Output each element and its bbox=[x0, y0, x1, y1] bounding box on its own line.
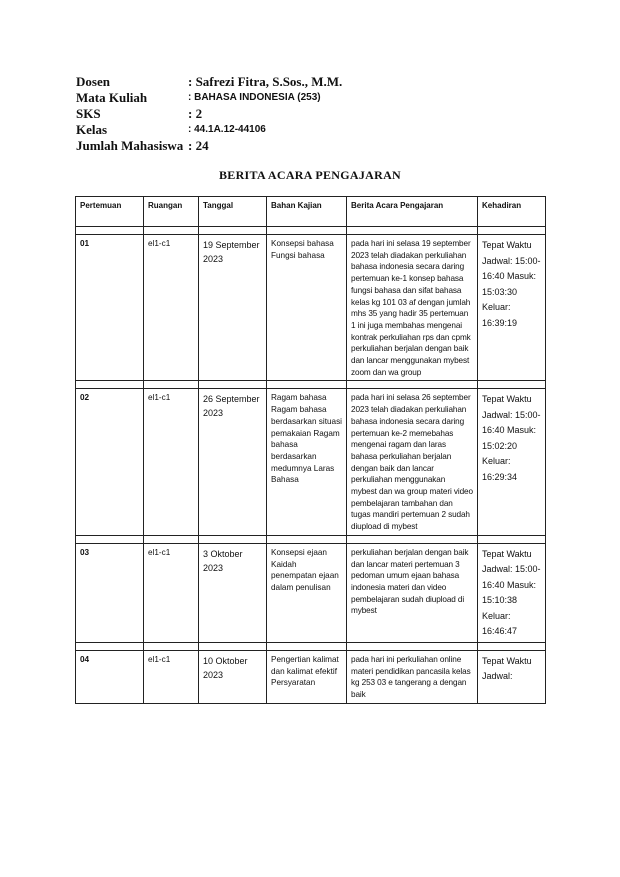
cell-ruangan: el1-c1 bbox=[144, 543, 199, 642]
cell-kehadiran: Tepat Waktu Jadwal: 15:00-16:40 Masuk: 15:03:30 Keluar: 16:39:19 bbox=[478, 235, 546, 381]
cell-bahan-kajian: Pengertian kalimat dan kalimat efektif Persyaratan bbox=[267, 650, 347, 703]
column-header-kehadiran: Kehadiran bbox=[478, 197, 546, 227]
cell-ruangan: el1-c1 bbox=[144, 650, 199, 703]
cell-berita-acara: pada hari ini selasa 19 september 2023 telah diadakan perkuliahan bahasa indonesia secara daring pertemuan ke-1 konsep bahasa fungsi bahasa dan sifat bahasa kelas kg 101 03 af dengan jumlah mhs 35 yang hadir 35 pertemuan 1 ini juga membahas mengenai kontrak perkuliahan rps dan cpmk perkuliahan berjalan dengan baik dan lancar menggunakan mybest zoom dan wa group bbox=[347, 235, 478, 381]
table-row bbox=[76, 543, 546, 642]
cell-berita-acara: perkuliahan berjalan dengan baik dan lancar materi pertemuan 3 pedoman umum ejaan bahasa indonesia materi dan video pembelajaran sudah diupload di mybest bbox=[347, 543, 478, 642]
info-label: Mata Kuliah bbox=[76, 90, 148, 105]
info-row-jumlah-mahasiswa bbox=[76, 138, 342, 154]
cell-ruangan: el1-c1 bbox=[144, 235, 199, 381]
cell-berita-acara: pada hari ini selasa 26 september 2023 telah diadakan perkuliahan bahasa indonesia secara daring pertemuan ke-2 memebahas mengenai ragam dan laras bahasa perkuliahan berjalan dengan baik dan lancar perkuliahan menggunakan mybest dan wa group materi video pembelajaran tambahan dan tugas mandiri pertemuan 2 sudah diupload di mybest bbox=[347, 389, 478, 535]
row-spacer bbox=[76, 535, 546, 543]
cell-kehadiran: Tepat Waktu Jadwal: bbox=[478, 650, 546, 703]
header-spacer bbox=[76, 227, 546, 235]
column-header-pertemuan: Pertemuan bbox=[76, 197, 144, 227]
cell-bahan-kajian: Ragam bahasa Ragam bahasa berdasarkan situasi pemakaian Ragam bahasa berdasarkan medumnya Laras Bahasa bbox=[267, 389, 347, 535]
cell-tanggal: 26 September 2023 bbox=[199, 389, 267, 535]
cell-bahan-kajian: Konsepsi ejaan Kaidah penempatan ejaan dalam penulisan bbox=[267, 543, 347, 642]
cell-pertemuan: 03 bbox=[76, 543, 144, 642]
cell-berita-acara: pada hari ini perkuliahan online materi pendidikan pancasila kelas kg 253 03 e tangerang a dengan baik bbox=[347, 650, 478, 703]
info-label: Jumlah Mahasiswa bbox=[76, 138, 184, 153]
cell-tanggal: 10 Oktober 2023 bbox=[199, 650, 267, 703]
info-label: SKS bbox=[76, 106, 101, 121]
cell-kehadiran: Tepat Waktu Jadwal: 15:00-16:40 Masuk: 15:02:20 Keluar: 16:29:34 bbox=[478, 389, 546, 535]
cell-pertemuan: 02 bbox=[76, 389, 144, 535]
table-row bbox=[76, 650, 546, 703]
cell-ruangan: el1-c1 bbox=[144, 389, 199, 535]
info-value: : 44.1A.12-44106 bbox=[188, 124, 266, 135]
info-value: : 24 bbox=[188, 138, 209, 153]
row-spacer bbox=[76, 642, 546, 650]
info-label: Dosen bbox=[76, 74, 110, 89]
table-row bbox=[76, 389, 546, 535]
info-row-kelas bbox=[76, 122, 342, 138]
column-header-ruangan: Ruangan bbox=[144, 197, 199, 227]
cell-tanggal: 3 Oktober 2023 bbox=[199, 543, 267, 642]
info-row-dosen bbox=[76, 74, 342, 90]
lecture-info bbox=[76, 74, 342, 154]
cell-pertemuan: 04 bbox=[76, 650, 144, 703]
table-header-row bbox=[76, 197, 546, 227]
info-value: : BAHASA INDONESIA (253) bbox=[188, 92, 321, 103]
berita-acara-table bbox=[75, 196, 546, 704]
column-header-tanggal: Tanggal bbox=[199, 197, 267, 227]
column-header-bahan-kajian: Bahan Kajian bbox=[267, 197, 347, 227]
column-header-berita-acara: Berita Acara Pengajaran bbox=[347, 197, 478, 227]
row-spacer bbox=[76, 381, 546, 389]
info-label: Kelas bbox=[76, 122, 108, 137]
cell-tanggal: 19 September 2023 bbox=[199, 235, 267, 381]
cell-kehadiran: Tepat Waktu Jadwal: 15:00-16:40 Masuk: 15:10:38 Keluar: 16:46:47 bbox=[478, 543, 546, 642]
info-row-mata-kuliah bbox=[76, 90, 342, 106]
cell-bahan-kajian: Konsepsi bahasa Fungsi bahasa bbox=[267, 235, 347, 381]
document-title: BERITA ACARA PENGAJARAN bbox=[218, 168, 402, 182]
cell-pertemuan: 01 bbox=[76, 235, 144, 381]
table-row bbox=[76, 235, 546, 381]
info-row-sks bbox=[76, 106, 342, 122]
info-value: : Safrezi Fitra, S.Sos., M.M. bbox=[188, 74, 343, 89]
info-value: : 2 bbox=[188, 106, 203, 121]
